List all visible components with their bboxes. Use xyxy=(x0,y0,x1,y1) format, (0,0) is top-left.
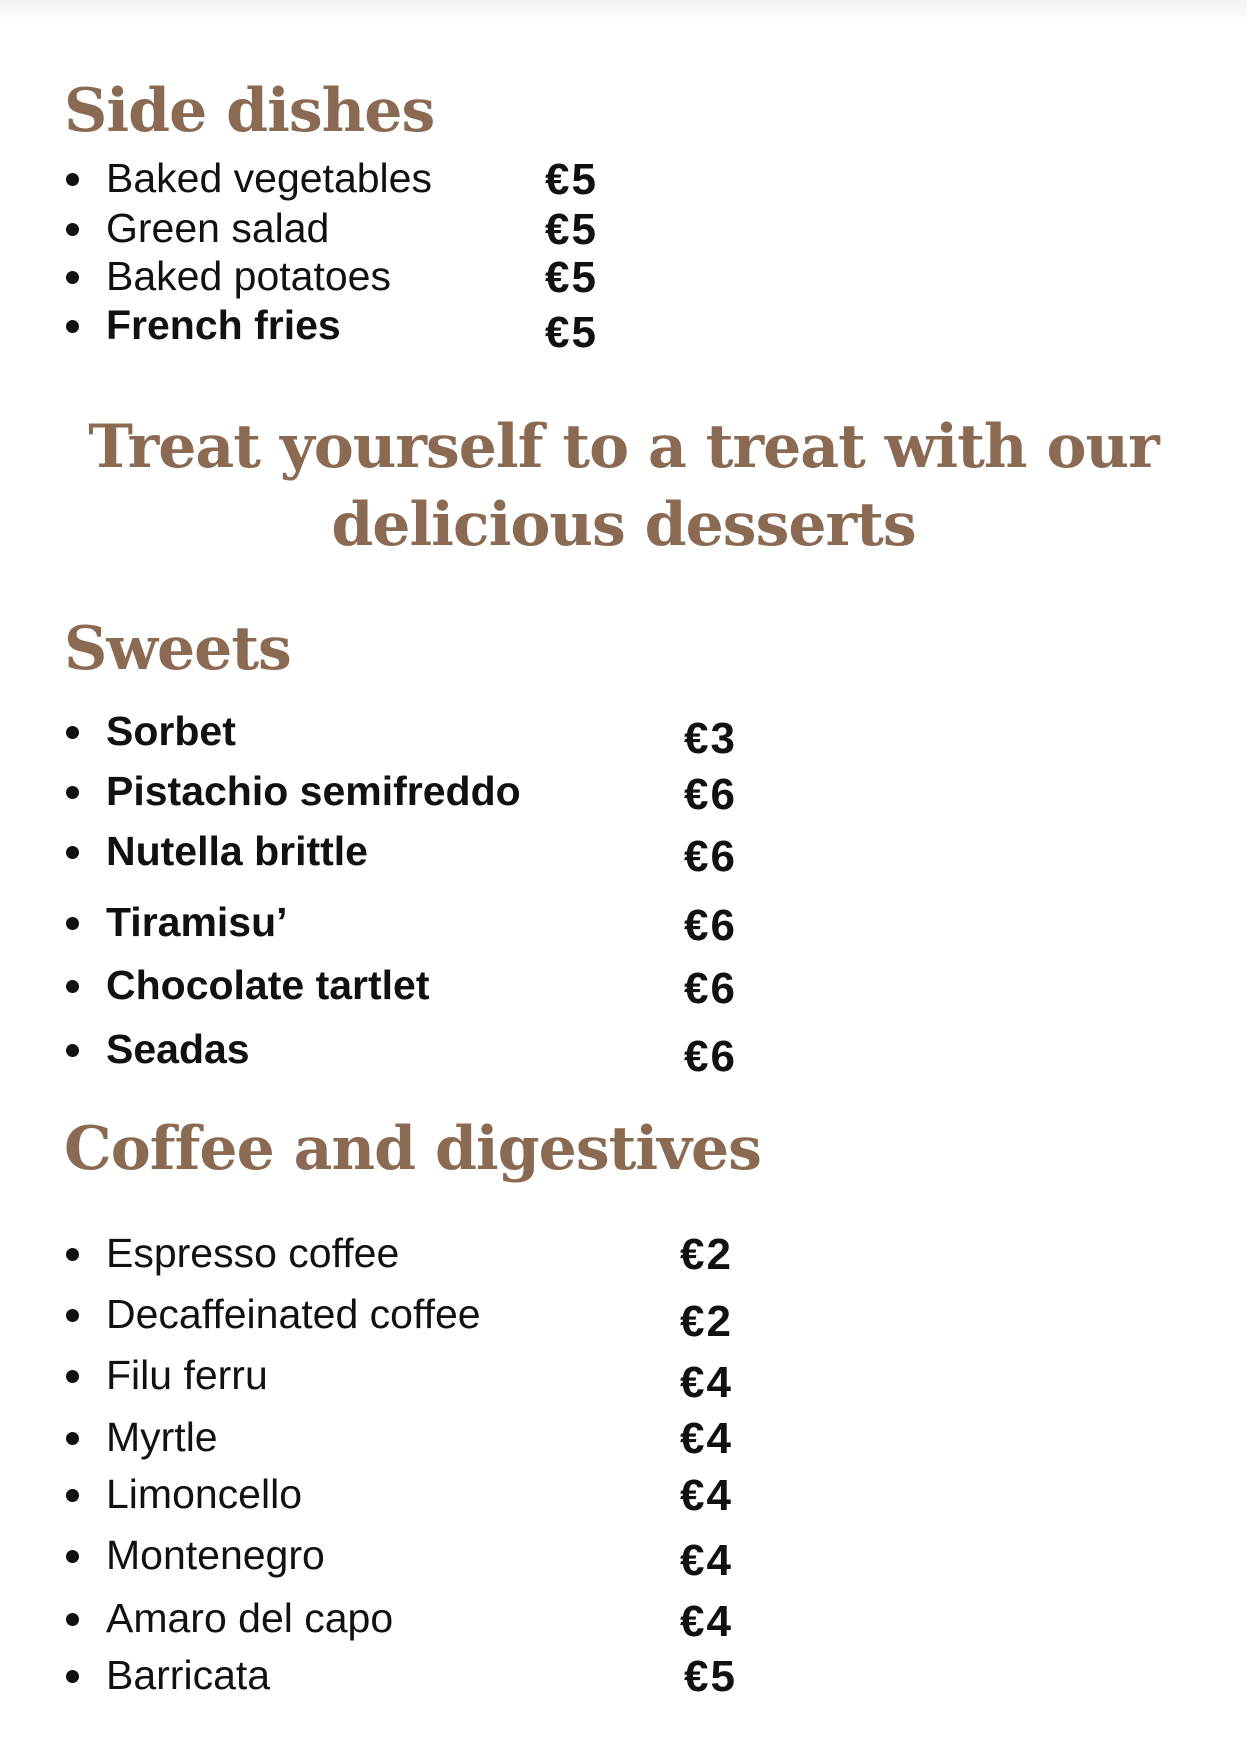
item-price: €2 xyxy=(680,1230,733,1279)
side-dishes-heading: Side dishes xyxy=(64,76,435,146)
item-price: €6 xyxy=(684,1032,737,1081)
list-item xyxy=(0,251,800,301)
sweets-heading: Sweets xyxy=(64,614,291,684)
bullet-icon xyxy=(66,1309,79,1322)
bullet-icon xyxy=(66,1613,79,1626)
bullet-icon xyxy=(66,1432,79,1445)
item-price: €6 xyxy=(684,964,737,1013)
list-item xyxy=(0,300,800,357)
bullet-icon xyxy=(66,1044,79,1057)
item-price: €4 xyxy=(680,1414,733,1463)
item-price: €6 xyxy=(684,901,737,950)
bullet-icon xyxy=(66,1489,79,1502)
item-name: Tiramisu’ xyxy=(106,899,288,945)
bullet-icon xyxy=(66,1370,79,1383)
bullet-icon xyxy=(66,173,79,186)
list-item xyxy=(0,1024,800,1081)
item-price: €6 xyxy=(684,832,737,881)
item-name: Limoncello xyxy=(106,1471,302,1517)
item-name: Sorbet xyxy=(106,708,236,754)
item-name: Filu ferru xyxy=(106,1352,268,1398)
list-item xyxy=(0,706,800,763)
dessert-banner-heading: Treat yourself to a treat with our delicious desserts xyxy=(88,412,1159,560)
item-name: Pistachio semifreddo xyxy=(106,768,521,814)
item-name: Barricata xyxy=(106,1652,271,1698)
item-name: Chocolate tartlet xyxy=(106,962,430,1008)
list-item xyxy=(0,153,800,203)
list-item xyxy=(0,1228,800,1278)
bullet-icon xyxy=(66,1670,79,1683)
item-name: Green salad xyxy=(106,205,330,251)
list-item xyxy=(0,1593,800,1646)
bullet-icon xyxy=(66,786,79,799)
top-edge-shadow xyxy=(0,0,1247,22)
item-name: Amaro del capo xyxy=(106,1595,394,1641)
bullet-icon xyxy=(66,223,79,236)
item-price: €5 xyxy=(684,1652,737,1701)
list-item xyxy=(0,1350,800,1407)
list-item xyxy=(0,1289,800,1346)
list-item xyxy=(0,1412,800,1462)
list-item xyxy=(0,1650,800,1700)
item-price: €5 xyxy=(545,205,598,254)
bullet-icon xyxy=(66,726,79,739)
item-price: €5 xyxy=(545,155,598,204)
bullet-icon xyxy=(66,1550,79,1563)
bullet-icon xyxy=(66,846,79,859)
list-item xyxy=(0,960,800,1013)
item-price: €4 xyxy=(680,1536,733,1585)
item-name: Nutella brittle xyxy=(106,828,368,874)
item-price: €6 xyxy=(684,770,737,819)
item-name: Myrtle xyxy=(106,1414,218,1460)
item-price: €3 xyxy=(684,714,737,763)
bullet-icon xyxy=(66,917,79,930)
item-name: Baked vegetables xyxy=(106,155,432,201)
item-price: €4 xyxy=(680,1471,733,1520)
item-name: French fries xyxy=(106,302,341,348)
list-item xyxy=(0,1469,800,1519)
item-name: Baked potatoes xyxy=(106,253,391,299)
item-price: €5 xyxy=(545,253,598,302)
item-price: €2 xyxy=(680,1297,733,1346)
item-price: €4 xyxy=(680,1597,733,1646)
bullet-icon xyxy=(66,320,79,333)
list-item xyxy=(0,1530,800,1585)
item-price: €4 xyxy=(680,1358,733,1407)
item-price: €5 xyxy=(545,308,598,357)
list-item xyxy=(0,826,800,881)
item-name: Seadas xyxy=(106,1026,250,1072)
list-item xyxy=(0,897,800,950)
coffee-heading: Coffee and digestives xyxy=(64,1114,761,1184)
list-item xyxy=(0,203,800,253)
item-name: Decaffeinated coffee xyxy=(106,1291,481,1337)
list-item xyxy=(0,766,800,819)
item-name: Espresso coffee xyxy=(106,1230,400,1276)
bullet-icon xyxy=(66,1248,79,1261)
item-name: Montenegro xyxy=(106,1532,325,1578)
bullet-icon xyxy=(66,271,79,284)
bullet-icon xyxy=(66,980,79,993)
